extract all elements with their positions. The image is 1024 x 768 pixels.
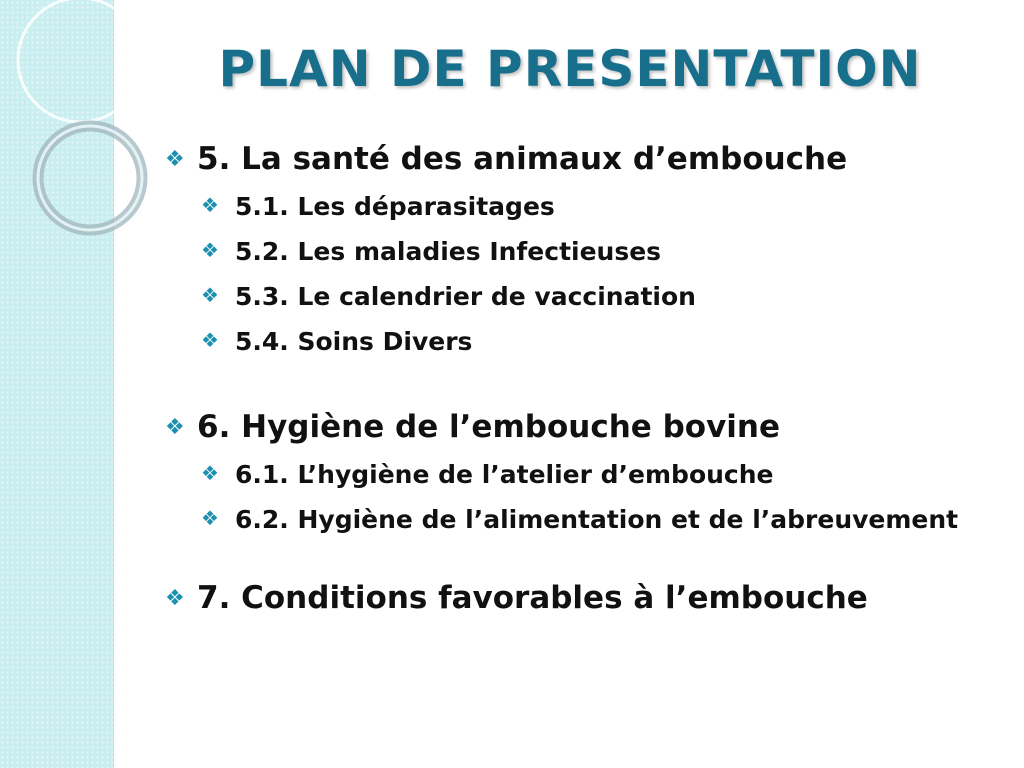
- diamond-bullet-icon: ❖: [201, 506, 219, 530]
- diamond-bullet-icon: ❖: [201, 193, 219, 217]
- diamond-bullet-icon: ❖: [201, 283, 219, 307]
- outline-list: [165, 137, 985, 624]
- diamond-bullet-icon: ❖: [201, 461, 219, 485]
- slide-title: PLAN DE PRESENTATION: [218, 40, 922, 98]
- diamond-bullet-icon: ❖: [201, 238, 219, 262]
- diamond-bullet-icon: ❖: [165, 147, 185, 172]
- sub-item: ❖ 6.2. Hygiène de l’alimentation et de l’abreuvement: [165, 503, 985, 538]
- diamond-bullet-icon: ❖: [165, 415, 185, 440]
- sub-item: ❖ 5.4. Soins Divers: [165, 320, 985, 365]
- section-heading: ❖ 6. Hygiène de l’embouche bovine: [165, 405, 985, 453]
- sub-item: ❖ 5.3. Le calendrier de vaccination: [165, 275, 985, 320]
- sub-item: ❖ 5.2. Les maladies Infectieuses: [165, 230, 985, 275]
- sub-item: ❖ 6.1. L’hygiène de l’atelier d’embouche: [165, 453, 985, 498]
- section-heading: ❖ 7. Conditions favorables à l’embouche: [165, 576, 985, 624]
- diamond-bullet-icon: ❖: [165, 586, 185, 611]
- section-heading: ❖ 5. La santé des animaux d’embouche: [165, 137, 985, 185]
- diamond-bullet-icon: ❖: [201, 328, 219, 352]
- sub-item: ❖ 5.1. Les déparasitages: [165, 185, 985, 230]
